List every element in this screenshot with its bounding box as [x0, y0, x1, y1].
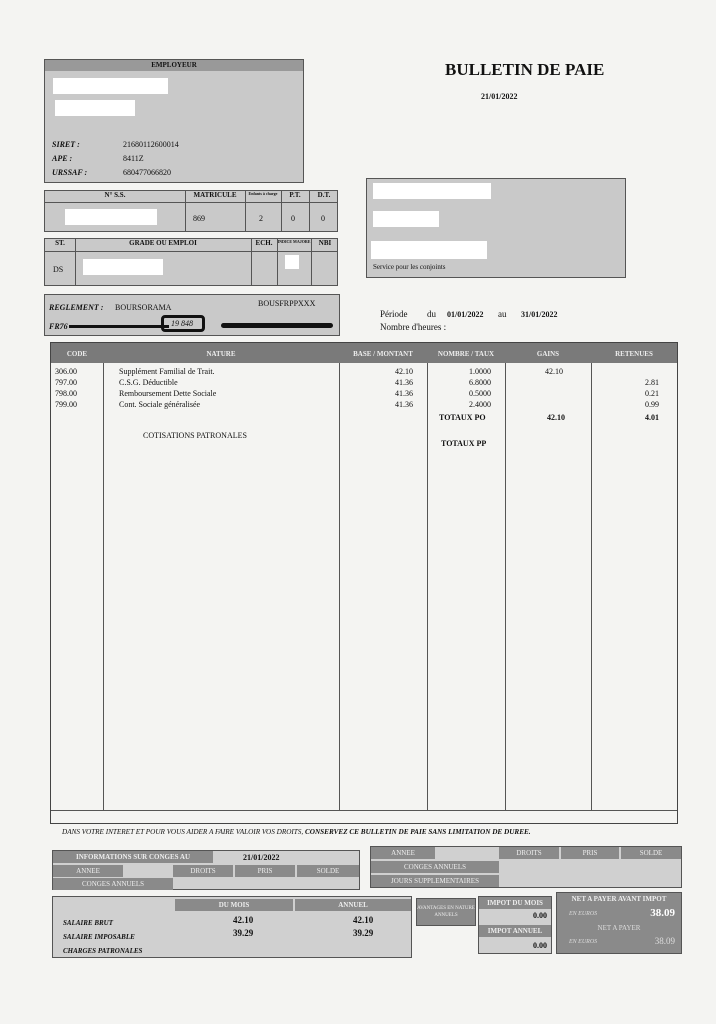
employee-id-box [44, 190, 338, 232]
conges-right-box [370, 846, 682, 888]
redacted-addressee-name [373, 183, 491, 199]
row-code: 799.00 [55, 400, 77, 409]
pt-label: P.T. [289, 191, 301, 199]
payment-box [44, 294, 340, 336]
ape-label: APE : [52, 154, 73, 163]
urssaf-value: 680477066820 [123, 168, 171, 177]
period-from: 01/01/2022 [447, 310, 484, 319]
header-nature: NATURE [206, 350, 236, 358]
service-text: Service pour les conjoints [373, 263, 446, 271]
row-base: 42.10 [395, 367, 413, 376]
en-euros-2: EN EUROS [569, 939, 598, 945]
impot-mois: 0.00 [533, 911, 547, 920]
en-euros-1: EN EUROS [569, 911, 598, 917]
net-label: NET A PAYER [597, 924, 641, 932]
redacted-employer-address [55, 100, 135, 116]
redacted-address-city [371, 241, 487, 259]
document-date: 21/01/2022 [481, 92, 518, 101]
address-box [366, 178, 626, 278]
iban-strikeout-1 [69, 325, 169, 328]
impot-annuel: 0.00 [533, 941, 547, 950]
row-nature: Supplément Familial de Trait. [119, 367, 215, 376]
iban-circled-digits: 19 848 [171, 319, 193, 328]
charges-patronales-label: CHARGES PATRONALES [63, 947, 143, 955]
row-gains: 42.10 [545, 367, 563, 376]
salaire-imposable-label: SALAIRE IMPOSABLE [63, 933, 135, 941]
row-nombre: 1.0000 [469, 367, 491, 376]
salary-summary-box [52, 896, 412, 958]
header-nombre: NOMBRE / TAUX [437, 350, 495, 358]
row-base: 41.36 [395, 389, 413, 398]
table-row [51, 400, 677, 409]
employer-box [44, 59, 304, 183]
row-nombre: 6.8000 [469, 378, 491, 387]
row-nombre: 0.5000 [469, 389, 491, 398]
right-pris-label: PRIS [561, 847, 619, 859]
impot-box [478, 896, 552, 954]
notice-prefix: DANS VOTRE INTERET ET POUR VOUS AIDER A FAIRE VALOIR VOS DROITS, [62, 828, 304, 836]
nss-label: N° S.S. [104, 191, 126, 199]
dt-value: 0 [321, 214, 325, 223]
imposable-mois: 39.29 [233, 928, 254, 938]
pay-table [50, 342, 678, 824]
table-header [51, 343, 677, 363]
table-row [51, 378, 677, 387]
periode-label: Période [380, 309, 408, 319]
row-base: 41.36 [395, 400, 413, 409]
row-retenues: 0.21 [645, 389, 659, 398]
avantages-label: AVANTAGES EN NATURE ANNUELS [416, 898, 476, 926]
enfants-value: 2 [259, 214, 263, 223]
st-value: DS [53, 265, 64, 274]
right-droits-label: DROITS [499, 847, 559, 859]
net-avant-value: 38.09 [650, 907, 675, 919]
urssaf-label: URSSAF : [52, 168, 88, 177]
dt-label: D.T. [317, 191, 331, 199]
net-value: 38.09 [654, 936, 675, 946]
ape-value: 8411Z [123, 154, 144, 163]
row-nature: Cont. Sociale généralisée [119, 400, 201, 409]
conges-box [52, 850, 360, 890]
row-nombre: 2.4000 [469, 400, 491, 409]
pt-value: 0 [291, 214, 295, 223]
totaux-po-label: TOTAUX PO [439, 413, 486, 422]
redacted-employer-name [53, 78, 168, 94]
header-retenues: RETENUES [615, 350, 653, 358]
document-title: BULLETIN DE PAIE [445, 60, 605, 79]
nbi-label: NBI [318, 239, 332, 247]
conges-info-label: INFORMATIONS SUR CONGES AU [53, 851, 213, 863]
right-solde-label: SOLDE [621, 847, 681, 859]
totaux-po-retenues: 4.01 [645, 413, 659, 422]
row-nature: C.S.G. Déductible [119, 378, 178, 387]
matricule-value: 869 [193, 214, 205, 223]
row-retenues: 0.99 [645, 400, 659, 409]
reglement-label: REGLEMENT : [49, 303, 104, 312]
cotisations-label: COTISATIONS PATRONALES [143, 431, 247, 440]
conges-pris-label: PRIS [235, 865, 295, 877]
header-code: CODE [66, 350, 88, 358]
row-code: 797.00 [55, 378, 77, 387]
siret-value: 21680112600014 [123, 140, 179, 149]
row-retenues: 2.81 [645, 378, 659, 387]
siret-label: SIRET : [52, 140, 80, 149]
totaux-pp-row [51, 439, 677, 448]
matricule-label: MATRICULE [193, 191, 237, 199]
net-avant-label: NET A PAYER AVANT IMPOT [571, 895, 667, 903]
du-mois-label: DU MOIS [175, 899, 293, 911]
au-label: au [498, 309, 507, 319]
st-label: ST. [55, 239, 65, 247]
employer-header: EMPLOYEUR [45, 60, 303, 71]
right-jours-supp: JOURS SUPPLEMENTAIRES [371, 875, 499, 887]
redacted-nss [65, 209, 157, 225]
salaire-brut-label: SALAIRE BRUT [63, 919, 113, 927]
totaux-pp-label: TOTAUX PP [441, 439, 487, 448]
indice-label: INDICE MAJORE [277, 239, 311, 244]
right-annee-label: ANNEE [371, 847, 435, 859]
imposable-annuel: 39.29 [353, 928, 374, 938]
conservation-notice [62, 828, 531, 836]
row-code: 798.00 [55, 389, 77, 398]
row-code: 306.00 [55, 367, 77, 376]
conges-annee-label: ANNEE [53, 865, 123, 877]
header-gains: GAINS [536, 350, 560, 358]
redacted-indice [285, 255, 299, 269]
conges-info-date: 21/01/2022 [243, 853, 280, 862]
notice-bold: CONSERVEZ CE BULLETIN DE PAIE SANS LIMITATION DE DUREE. [304, 828, 531, 836]
table-row [51, 389, 677, 398]
totaux-po-row [51, 413, 677, 422]
conges-annuels-label: CONGES ANNUELS [53, 878, 173, 890]
brut-annuel: 42.10 [353, 915, 374, 925]
annuel-label: ANNUEL [295, 899, 411, 911]
redacted-address-line [373, 211, 439, 227]
grade-box [44, 238, 338, 286]
net-box [556, 892, 682, 954]
grade-label: GRADE OU EMPLOI [129, 239, 197, 247]
totaux-po-gains: 42.10 [547, 413, 565, 422]
enfants-label: Enfants à charge [248, 191, 278, 196]
iban-strikeout-2 [221, 323, 333, 328]
table-row [51, 367, 677, 376]
header-base: BASE / MONTANT [353, 350, 413, 358]
right-conges-annuels: CONGES ANNUELS [371, 861, 499, 873]
impot-annuel-label: IMPOT ANNUEL [479, 925, 551, 937]
bic-code: BOUSFRPPXXX [258, 299, 316, 308]
redacted-grade [83, 259, 163, 275]
conges-solde-label: SOLDE [297, 865, 359, 877]
period-to: 31/01/2022 [521, 310, 558, 319]
bank-name: BOURSORAMA [115, 303, 172, 312]
impot-mois-label: IMPOT DU MOIS [479, 897, 551, 909]
iban-prefix: FR76 [49, 322, 68, 331]
row-nature: Remboursement Dette Sociale [119, 389, 217, 398]
hours-label: Nombre d'heures : [380, 322, 447, 332]
row-base: 41.36 [395, 378, 413, 387]
echl-label: ECH. [255, 239, 273, 247]
conges-droits-label: DROITS [173, 865, 233, 877]
du-label: du [427, 309, 436, 319]
brut-mois: 42.10 [233, 915, 254, 925]
